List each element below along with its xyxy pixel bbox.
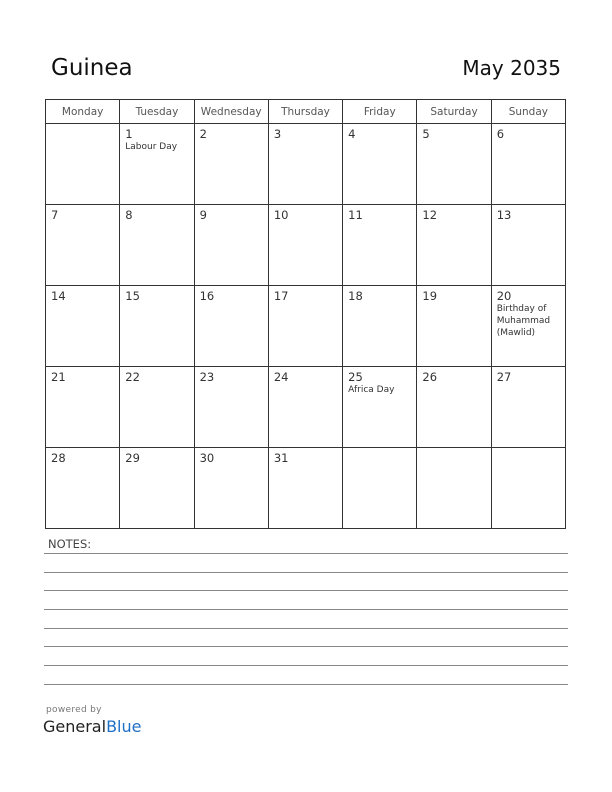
day-number: 1 [125,127,133,141]
weekday-tuesday: Tuesday [120,100,194,124]
week-row [46,205,566,286]
day-cell [268,124,342,205]
note-line [44,646,568,647]
day-cell [343,286,417,367]
brand-general: General [43,717,107,736]
week-row [46,286,566,367]
day-cell [46,367,120,448]
note-line [44,684,568,685]
day-number: 25 [348,370,363,384]
note-line [44,590,568,591]
day-cell [268,448,342,529]
day-number: 20 [496,289,512,303]
powered-by-text: powered by [46,705,102,715]
day-number: 10 [273,208,289,222]
day-number: 28 [51,451,66,465]
day-cell [194,124,268,205]
note-line [44,609,568,610]
day-number: 24 [273,370,289,384]
day-cell [194,286,268,367]
day-cell [491,205,565,286]
day-number: 22 [125,370,140,384]
day-cell [268,367,342,448]
day-number: 14 [51,289,66,303]
calendar-grid [45,99,566,529]
day-cell [343,448,417,529]
brand-blue: Blue [106,717,142,736]
day-cell [268,205,342,286]
day-cell [343,124,417,205]
day-number: 13 [496,208,512,222]
day-cell [120,448,194,529]
day-cell [417,367,491,448]
note-line [44,665,568,666]
day-cell [194,205,268,286]
day-number: 12 [422,208,438,222]
day-number: 2 [199,127,207,141]
weekday-header-row [46,100,566,124]
weekday-wednesday: Wednesday [194,100,268,124]
weekday-friday: Friday [343,100,417,124]
day-cell [491,367,565,448]
day-cell [46,205,120,286]
day-number: 31 [273,451,289,465]
day-cell [491,448,565,529]
day-number: 6 [496,127,505,141]
day-number: 30 [199,451,215,465]
day-cell [417,124,491,205]
day-number: 16 [199,289,215,303]
day-number: 4 [348,127,356,141]
day-cell [491,124,565,205]
day-number: 15 [125,289,140,303]
day-number: 27 [496,370,512,384]
day-number: 11 [348,208,363,222]
day-number: 29 [125,451,140,465]
day-cell [120,286,194,367]
note-line [44,628,568,629]
weekday-sunday: Sunday [491,100,565,124]
day-cell [417,286,491,367]
day-cell [343,367,417,448]
day-number: 5 [422,127,430,141]
day-number: 3 [273,127,282,141]
day-number: 26 [422,370,438,384]
day-cell [194,448,268,529]
country-title: Guinea [51,55,133,81]
day-cell [120,124,194,205]
day-cell [46,286,120,367]
weekday-monday: Monday [46,100,120,124]
day-number: 18 [348,289,363,303]
day-number: 7 [51,208,59,222]
day-cell [120,205,194,286]
day-cell [120,367,194,448]
note-line [44,553,568,554]
holiday-label: Africa Day [348,385,395,395]
week-row [46,367,566,448]
day-cell [194,367,268,448]
generalblue-logo [43,717,141,736]
day-number: 9 [199,208,207,222]
day-cell [46,124,120,205]
day-cell [491,286,565,367]
day-cell [417,448,491,529]
day-number: 19 [422,289,438,303]
weekday-thursday: Thursday [268,100,342,124]
day-number: 17 [273,289,289,303]
week-row [46,448,566,529]
day-number: 23 [199,370,215,384]
week-row [46,124,566,205]
day-cell [343,205,417,286]
note-line [44,572,568,573]
month-year-title: May 2035 [462,56,561,80]
holiday-label: Birthday of Muhammad (Mawlid) [496,304,551,338]
day-number: 21 [51,370,66,384]
day-cell [268,286,342,367]
day-cell [417,205,491,286]
day-number: 8 [125,208,133,222]
weekday-saturday: Saturday [417,100,491,124]
notes-label: NOTES: [48,537,92,551]
day-cell [46,448,120,529]
holiday-label: Labour Day [125,142,178,152]
